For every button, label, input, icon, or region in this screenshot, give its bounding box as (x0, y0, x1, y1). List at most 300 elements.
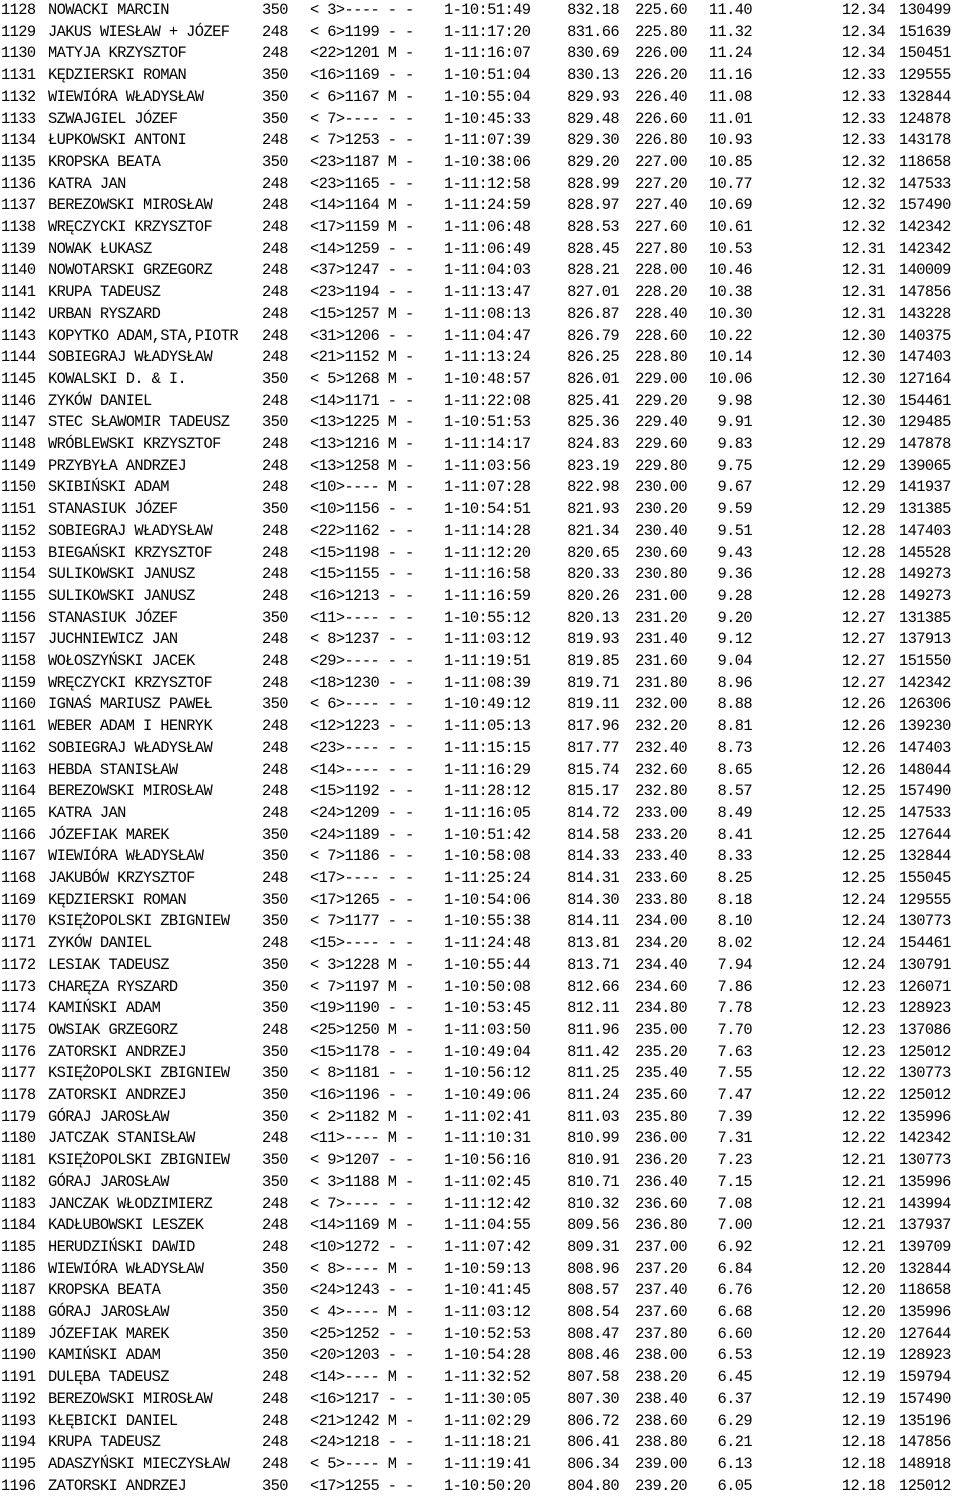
value-4: 12.33 (841, 131, 885, 150)
competitor-name: ZYKÓW DANIEL (48, 391, 152, 410)
row-number: 1136 (1, 174, 36, 193)
entry-code: <13>1225 M - (310, 413, 414, 432)
table-row (0, 109, 960, 131)
row-number: 1187 (1, 1281, 36, 1300)
table-row (0, 1411, 960, 1433)
id-number: 126306 (899, 695, 951, 714)
value-1: 814.30 (567, 890, 619, 909)
row-number: 1154 (1, 565, 36, 584)
entry-code: <23>1187 M - (310, 152, 414, 171)
arrival-time: 1-10:55:12 (444, 608, 531, 627)
table-row (0, 1345, 960, 1367)
entry-code: <17>1265 - - (310, 890, 414, 909)
entry-code: <14>1164 M - (310, 196, 414, 215)
section: 248 (262, 1389, 288, 1408)
value-2: 238.80 (635, 1433, 687, 1452)
value-2: 231.40 (635, 630, 687, 649)
value-4: 12.24 (841, 955, 885, 974)
row-number: 1188 (1, 1303, 36, 1321)
value-4: 12.30 (841, 391, 885, 410)
entry-code: < 7>---- - - (310, 1194, 414, 1213)
competitor-name: KĘDZIERSKI ROMAN (48, 890, 187, 909)
entry-code: <16>1217 - - (310, 1389, 414, 1408)
value-2: 237.00 (635, 1237, 687, 1256)
value-1: 812.11 (567, 999, 619, 1018)
arrival-time: 1-10:54:06 (444, 890, 531, 909)
section: 350 (262, 1064, 288, 1083)
id-number: 157490 (899, 196, 951, 215)
competitor-name: KSIĘŻOPOLSKI ZBIGNIEW (48, 912, 230, 931)
section: 248 (262, 934, 288, 953)
value-1: 831.66 (567, 22, 619, 41)
competitor-name: KSIĘŻOPOLSKI ZBIGNIEW (48, 1064, 230, 1083)
row-number: 1130 (1, 44, 36, 63)
id-number: 140009 (899, 261, 951, 280)
entry-code: <10>---- M - (310, 478, 414, 497)
entry-code: < 5>1268 M - (310, 369, 414, 388)
arrival-time: 1-11:14:17 (444, 435, 531, 453)
value-1: 819.71 (567, 673, 619, 692)
id-number: 130773 (899, 1064, 951, 1083)
value-1: 817.77 (567, 738, 619, 757)
value-3: 11.01 (708, 109, 752, 128)
table-row (0, 43, 960, 65)
id-number: 130773 (899, 1151, 951, 1170)
id-number: 147878 (899, 435, 951, 453)
value-4: 12.21 (841, 1194, 885, 1213)
arrival-time: 1-11:12:42 (444, 1194, 531, 1213)
id-number: 132844 (899, 1259, 951, 1278)
value-1: 819.11 (567, 695, 619, 714)
arrival-time: 1-11:02:41 (444, 1107, 531, 1126)
id-number: 139065 (899, 456, 951, 475)
value-4: 12.21 (841, 1216, 885, 1235)
value-2: 234.40 (635, 955, 687, 974)
section: 248 (262, 261, 288, 280)
competitor-name: ZATORSKI ANDRZEJ (48, 1042, 187, 1061)
id-number: 147403 (899, 521, 951, 540)
section: 350 (262, 1172, 288, 1191)
competitor-name: KŁĘBICKI DANIEL (48, 1411, 178, 1430)
arrival-time: 1-11:16:05 (444, 803, 531, 822)
value-2: 232.80 (635, 782, 687, 801)
table-row (0, 868, 960, 890)
row-number: 1150 (1, 478, 36, 497)
value-2: 226.00 (635, 44, 687, 63)
value-3: 9.59 (717, 500, 752, 519)
value-3: 6.29 (717, 1411, 752, 1430)
id-number: 130499 (899, 1, 951, 19)
value-3: 6.13 (717, 1454, 752, 1473)
arrival-time: 1-11:04:03 (444, 261, 531, 280)
arrival-time: 1-10:55:38 (444, 912, 531, 931)
value-3: 6.76 (717, 1281, 752, 1300)
competitor-name: KRUPA TADEUSZ (48, 1433, 161, 1452)
value-2: 228.20 (635, 283, 687, 302)
row-number: 1164 (1, 782, 36, 801)
value-4: 12.18 (841, 1433, 885, 1452)
entry-code: < 7>1253 - - (310, 131, 414, 150)
entry-code: <16>1213 - - (310, 586, 414, 605)
competitor-name: CHARĘZA RYSZARD (48, 977, 178, 996)
section: 248 (262, 348, 288, 367)
value-4: 12.25 (841, 869, 885, 887)
competitor-name: MATYJA KRZYSZTOF (48, 44, 187, 63)
row-number: 1172 (1, 955, 36, 974)
value-1: 807.58 (567, 1368, 619, 1387)
row-number: 1166 (1, 825, 36, 844)
row-number: 1191 (1, 1368, 36, 1387)
id-number: 148918 (899, 1454, 951, 1473)
value-1: 830.69 (567, 44, 619, 63)
value-1: 814.31 (567, 869, 619, 887)
id-number: 151550 (899, 652, 951, 670)
value-4: 12.31 (841, 239, 885, 258)
section: 248 (262, 218, 288, 236)
section: 248 (262, 717, 288, 736)
row-number: 1184 (1, 1216, 36, 1235)
id-number: 125012 (899, 1042, 951, 1061)
row-number: 1186 (1, 1259, 36, 1278)
entry-code: <20>1203 - - (310, 1346, 414, 1365)
section: 248 (262, 1216, 288, 1235)
table-row (0, 22, 960, 44)
competitor-name: NOWAK ŁUKASZ (48, 239, 152, 258)
value-2: 231.20 (635, 608, 687, 627)
value-3: 8.33 (717, 847, 752, 866)
arrival-time: 1-10:50:20 (444, 1476, 531, 1495)
competitor-name: URBAN RYSZARD (48, 304, 161, 323)
value-1: 814.11 (567, 912, 619, 931)
section: 248 (262, 131, 288, 150)
arrival-time: 1-11:06:49 (444, 239, 531, 258)
row-number: 1128 (1, 1, 36, 19)
entry-code: <21>1152 M - (310, 348, 414, 367)
value-4: 12.27 (841, 652, 885, 670)
table-row (0, 391, 960, 413)
entry-code: <19>1190 - - (310, 999, 414, 1018)
value-3: 10.85 (708, 152, 752, 171)
arrival-time: 1-11:12:58 (444, 174, 531, 193)
entry-code: <10>1272 - - (310, 1237, 414, 1256)
entry-code: < 3>1188 M - (310, 1172, 414, 1191)
id-number: 132844 (899, 87, 951, 106)
row-number: 1176 (1, 1042, 36, 1061)
value-1: 814.58 (567, 825, 619, 844)
table-row (0, 1259, 960, 1281)
value-2: 234.80 (635, 999, 687, 1018)
value-2: 235.40 (635, 1064, 687, 1083)
value-1: 811.96 (567, 1020, 619, 1039)
value-4: 12.29 (841, 456, 885, 475)
table-row (0, 564, 960, 586)
section: 350 (262, 109, 288, 128)
value-1: 810.32 (567, 1194, 619, 1213)
value-3: 10.22 (708, 326, 752, 345)
value-2: 233.40 (635, 847, 687, 866)
value-4: 12.18 (841, 1454, 885, 1473)
value-1: 812.66 (567, 977, 619, 996)
value-4: 12.34 (841, 1, 885, 19)
entry-code: <24>1218 - - (310, 1433, 414, 1452)
entry-code: <37>1247 - - (310, 261, 414, 280)
section: 350 (262, 1042, 288, 1061)
value-3: 6.37 (717, 1389, 752, 1408)
competitor-name: KATRA JAN (48, 174, 126, 193)
section: 350 (262, 608, 288, 627)
arrival-time: 1-10:48:57 (444, 369, 531, 388)
section: 350 (262, 1259, 288, 1278)
arrival-time: 1-11:08:13 (444, 304, 531, 323)
id-number: 129485 (899, 413, 951, 432)
value-1: 808.47 (567, 1324, 619, 1343)
table-row (0, 195, 960, 217)
value-3: 9.28 (717, 586, 752, 605)
value-2: 239.20 (635, 1476, 687, 1495)
value-3: 8.18 (717, 890, 752, 909)
arrival-time: 1-10:59:13 (444, 1259, 531, 1278)
table-row (0, 760, 960, 782)
table-row (0, 1476, 960, 1497)
value-4: 12.34 (841, 22, 885, 41)
table-row (0, 716, 960, 738)
row-number: 1185 (1, 1237, 36, 1256)
competitor-name: KROPSKA BEATA (48, 152, 161, 171)
competitor-name: SULIKOWSKI JANUSZ (48, 586, 195, 605)
value-2: 233.20 (635, 825, 687, 844)
arrival-time: 1-11:16:58 (444, 565, 531, 584)
value-2: 235.20 (635, 1042, 687, 1061)
entry-code: <15>---- - - (310, 934, 414, 953)
arrival-time: 1-10:53:45 (444, 999, 531, 1018)
section: 350 (262, 1281, 288, 1300)
table-row (0, 434, 960, 456)
value-3: 7.39 (717, 1107, 752, 1126)
value-2: 227.00 (635, 152, 687, 171)
section: 350 (262, 1086, 288, 1104)
value-1: 828.45 (567, 239, 619, 258)
arrival-time: 1-11:07:39 (444, 131, 531, 150)
value-2: 238.20 (635, 1368, 687, 1387)
section: 350 (262, 955, 288, 974)
value-2: 236.40 (635, 1172, 687, 1191)
arrival-time: 1-10:49:06 (444, 1086, 531, 1104)
row-number: 1137 (1, 196, 36, 215)
table-row (0, 456, 960, 478)
value-2: 229.80 (635, 456, 687, 475)
competitor-name: BEREZOWSKI MIROSŁAW (48, 196, 213, 215)
value-4: 12.27 (841, 630, 885, 649)
row-number: 1152 (1, 521, 36, 540)
value-2: 238.40 (635, 1389, 687, 1408)
competitor-name: JAKUS WIESŁAW + JÓZEF (48, 22, 230, 41)
competitor-name: WRÓBLEWSKI KRZYSZTOF (48, 435, 221, 453)
row-number: 1155 (1, 586, 36, 605)
section: 350 (262, 847, 288, 866)
value-1: 828.99 (567, 174, 619, 193)
table-row (0, 825, 960, 847)
value-3: 9.75 (717, 456, 752, 475)
arrival-time: 1-11:14:28 (444, 521, 531, 540)
value-2: 233.80 (635, 890, 687, 909)
id-number: 128923 (899, 1346, 951, 1365)
value-3: 11.24 (708, 44, 752, 63)
entry-code: < 6>1167 M - (310, 87, 414, 106)
entry-code: <15>1178 - - (310, 1042, 414, 1061)
value-3: 7.31 (717, 1129, 752, 1148)
row-number: 1157 (1, 630, 36, 649)
entry-code: < 9>1207 - - (310, 1151, 414, 1170)
row-number: 1179 (1, 1107, 36, 1126)
section: 350 (262, 1476, 288, 1495)
row-number: 1159 (1, 673, 36, 692)
value-2: 234.00 (635, 912, 687, 931)
value-4: 12.24 (841, 890, 885, 909)
id-number: 127644 (899, 825, 951, 844)
row-number: 1178 (1, 1086, 36, 1104)
section: 248 (262, 283, 288, 302)
id-number: 143228 (899, 304, 951, 323)
value-3: 8.10 (717, 912, 752, 931)
id-number: 142342 (899, 1129, 951, 1148)
value-2: 232.60 (635, 760, 687, 779)
value-3: 7.47 (717, 1086, 752, 1104)
table-row (0, 738, 960, 760)
arrival-time: 1-11:06:48 (444, 218, 531, 236)
value-2: 229.40 (635, 413, 687, 432)
value-3: 9.20 (717, 608, 752, 627)
table-row (0, 629, 960, 651)
row-number: 1141 (1, 283, 36, 302)
arrival-time: 1-11:18:21 (444, 1433, 531, 1452)
value-2: 231.00 (635, 586, 687, 605)
competitor-name: DULĘBA TADEUSZ (48, 1368, 169, 1387)
arrival-time: 1-10:49:04 (444, 1042, 531, 1061)
entry-code: < 3>1228 M - (310, 955, 414, 974)
value-2: 235.80 (635, 1107, 687, 1126)
value-2: 227.20 (635, 174, 687, 193)
value-2: 230.40 (635, 521, 687, 540)
table-row (0, 890, 960, 912)
value-4: 12.32 (841, 196, 885, 215)
value-1: 814.72 (567, 803, 619, 822)
value-1: 817.96 (567, 717, 619, 736)
row-number: 1196 (1, 1476, 36, 1495)
id-number: 154461 (899, 934, 951, 953)
section: 350 (262, 695, 288, 714)
arrival-time: 1-11:03:56 (444, 456, 531, 475)
competitor-name: STEC SŁAWOMIR TADEUSZ (48, 413, 230, 432)
value-4: 12.30 (841, 413, 885, 432)
arrival-time: 1-10:51:04 (444, 66, 531, 85)
competitor-name: KOPYTKO ADAM,STA,PIOTR (48, 326, 238, 345)
value-2: 230.80 (635, 565, 687, 584)
value-2: 226.20 (635, 66, 687, 85)
section: 248 (262, 652, 288, 670)
value-3: 7.78 (717, 999, 752, 1018)
value-4: 12.22 (841, 1064, 885, 1083)
entry-code: < 4>---- M - (310, 1303, 414, 1321)
table-row (0, 1194, 960, 1216)
value-2: 232.00 (635, 695, 687, 714)
row-number: 1133 (1, 109, 36, 128)
entry-code: < 7>---- - - (310, 109, 414, 128)
entry-code: < 2>1182 M - (310, 1107, 414, 1126)
value-3: 10.30 (708, 304, 752, 323)
competitor-name: SOBIEGRAJ WŁADYSŁAW (48, 348, 213, 367)
table-row (0, 1150, 960, 1172)
value-3: 7.63 (717, 1042, 752, 1061)
row-number: 1146 (1, 391, 36, 410)
value-4: 12.20 (841, 1259, 885, 1278)
section: 248 (262, 1194, 288, 1213)
section: 350 (262, 87, 288, 106)
section: 248 (262, 1237, 288, 1256)
value-4: 12.19 (841, 1411, 885, 1430)
section: 248 (262, 391, 288, 410)
value-4: 12.25 (841, 847, 885, 866)
value-1: 806.72 (567, 1411, 619, 1430)
table-row (0, 499, 960, 521)
table-row (0, 0, 960, 22)
value-4: 12.32 (841, 218, 885, 236)
row-number: 1174 (1, 999, 36, 1018)
section: 350 (262, 999, 288, 1018)
value-3: 10.53 (708, 239, 752, 258)
arrival-time: 1-11:03:12 (444, 1303, 531, 1321)
value-1: 828.21 (567, 261, 619, 280)
row-number: 1138 (1, 218, 36, 236)
competitor-name: HERUDZIŃSKI DAWID (48, 1237, 195, 1256)
row-number: 1195 (1, 1454, 36, 1473)
entry-code: <14>1169 M - (310, 1216, 414, 1235)
section: 350 (262, 1, 288, 19)
section: 248 (262, 1454, 288, 1473)
value-1: 828.97 (567, 196, 619, 215)
table-row (0, 304, 960, 326)
id-number: 128923 (899, 999, 951, 1018)
competitor-name: GÓRAJ JAROSŁAW (48, 1107, 169, 1126)
table-row (0, 130, 960, 152)
table-row (0, 521, 960, 543)
value-4: 12.26 (841, 738, 885, 757)
table-row (0, 955, 960, 977)
value-4: 12.22 (841, 1107, 885, 1126)
value-3: 7.55 (717, 1064, 752, 1083)
value-1: 813.71 (567, 955, 619, 974)
row-number: 1148 (1, 435, 36, 453)
competitor-name: NOWOTARSKI GRZEGORZ (48, 261, 213, 280)
value-1: 804.80 (567, 1476, 619, 1495)
value-4: 12.18 (841, 1476, 885, 1495)
competitor-name: NOWACKI MARCIN (48, 1, 169, 19)
value-1: 815.74 (567, 760, 619, 779)
value-3: 10.61 (708, 218, 752, 236)
table-row (0, 174, 960, 196)
value-3: 11.40 (708, 1, 752, 19)
entry-code: <16>1196 - - (310, 1086, 414, 1104)
id-number: 131385 (899, 500, 951, 519)
competitor-name: ZATORSKI ANDRZEJ (48, 1476, 187, 1495)
value-2: 225.80 (635, 22, 687, 41)
id-number: 129555 (899, 66, 951, 85)
value-2: 229.20 (635, 391, 687, 410)
table-row (0, 217, 960, 239)
id-number: 140375 (899, 326, 951, 345)
section: 248 (262, 738, 288, 757)
table-row (0, 152, 960, 174)
entry-code: < 6>---- - - (310, 695, 414, 714)
